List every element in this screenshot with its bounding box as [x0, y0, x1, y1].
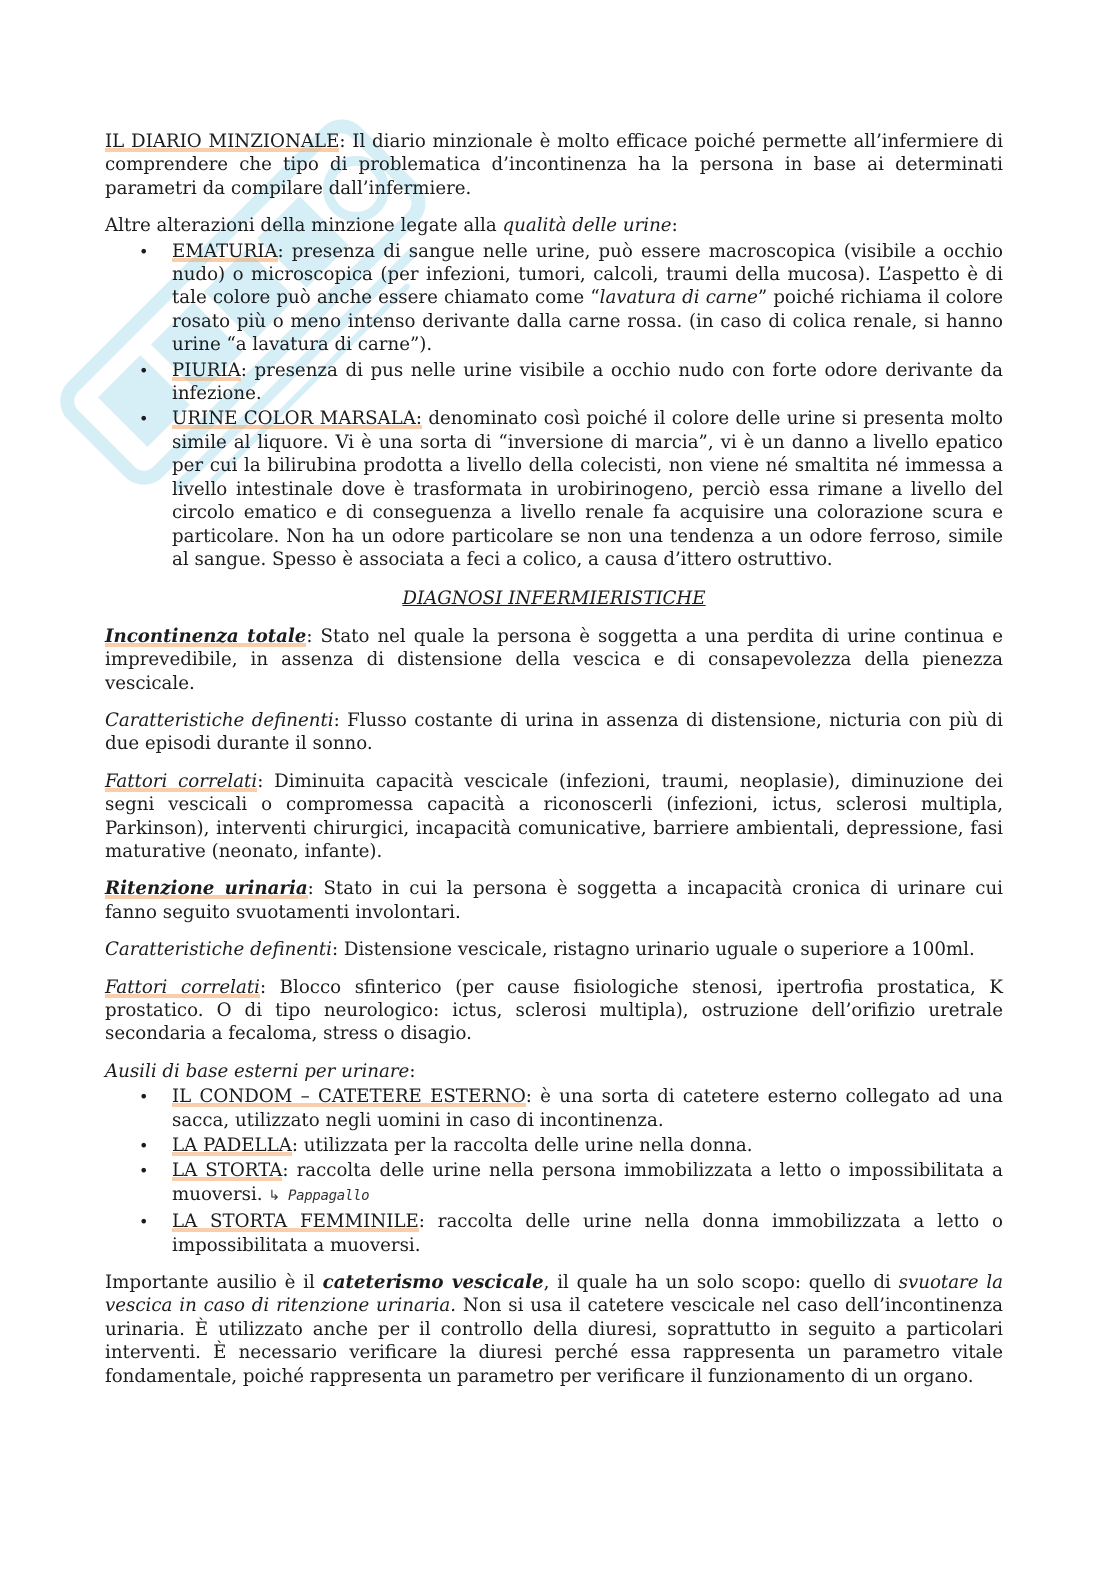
- qualita-intro: [105, 214, 1003, 237]
- diagnosi-heading: DIAGNOSI INFERMIERISTICHE: [402, 588, 706, 610]
- document-page: [105, 130, 1003, 1388]
- piuria-text: : presenza di pus nelle urine visibile a occhio nudo con forte odore derivante da infezione.: [172, 359, 1003, 405]
- incontinenza-caratteristiche: [105, 709, 1003, 756]
- cateterismo-rest: Non si usa il catetere vescicale nel caso dell’incontinenza urinaria. È utilizzato anche per il controllo della diuresi, soprattutto in seguito a particolari interventi. È necessario verificare la diuresi perché essa rappresenta un parametro vitale fondamentale, poiché rappresenta un parametro per verificare il funzionamento di un organo.: [105, 1295, 1004, 1387]
- cateterismo-scope: svuotare la vescica in caso di ritenzione urinaria.: [105, 1272, 1003, 1317]
- ritenzione-fat-text: : Blocco sfinterico (per cause fisiologiche stenosi, ipertrofia prostatica, K prostatico. O di tipo neurologico: ictus, sclerosi multipla), ostruzione dell’orifizio uretrale secondaria a fecaloma, stress o disagio.: [105, 976, 1003, 1045]
- cateterismo-mid: , il quale ha un solo scopo: quello di: [543, 1272, 899, 1294]
- incontinenza-car-label: Caratteristiche definenti: [105, 709, 334, 731]
- qualita-intro-end: :: [671, 215, 678, 237]
- incontinenza-fat-text: : Diminuita capacità vescicale (infezioni, traumi, neoplasie), diminuzione dei segni vescicali o compromessa capacità a riconoscerli (infezioni, ictus, sclerosi multipla, Parkinson), interventi chirurgici, incapacità comunicative, barriere ambientali, depressione, fasi maturative (neonato, infante).: [105, 770, 1003, 862]
- cateterismo-paragraph: [105, 1271, 1003, 1388]
- list-item-storta: [172, 1159, 1003, 1208]
- cateterismo-term: cateterismo vescicale: [322, 1272, 544, 1294]
- ausili-heading: Ausili di base esterni per urinare: [105, 1060, 410, 1082]
- ausili-item-label: IL CONDOM – CATETERE ESTERNO: [172, 1086, 526, 1108]
- ritenzione-paragraph: [105, 877, 1003, 924]
- qualita-list: [105, 240, 1003, 572]
- ematuria-label: EMATURIA: [172, 240, 278, 262]
- cateterismo-intro: Importante ausilio è il: [105, 1272, 323, 1294]
- ritenzione-fattori: [105, 976, 1003, 1046]
- incontinenza-fat-label: Fattori correlati: [105, 770, 258, 792]
- ematuria-text-a: : presenza di sangue nelle urine, può essere macroscopica (visibile a occhio nudo) o microscopica (per infezioni, tumori, calcoli, traumi della mucosa). L’aspetto è di tale colore può anche essere chiamato come “: [172, 240, 1003, 309]
- ausili-item-text: : raccolta delle urine nella donna immobilizzata a letto o impossibilitata a muoversi.: [172, 1211, 1003, 1256]
- ausili-item-label: LA PADELLA: [172, 1135, 292, 1157]
- incontinenza-fattori: [105, 770, 1003, 864]
- incontinenza-paragraph: [105, 625, 1003, 695]
- list-item-padella: [172, 1134, 1003, 1157]
- list-item-storta-femminile: [172, 1210, 1003, 1257]
- ausili-heading-end: :: [409, 1060, 416, 1082]
- diagnosi-heading-row: [105, 587, 1003, 610]
- list-item-piuria: [172, 359, 1003, 406]
- handwritten-note: [268, 1188, 369, 1204]
- ritenzione-term: Ritenzione urinaria: [105, 878, 308, 900]
- ritenzione-fat-label: Fattori correlati: [105, 976, 260, 998]
- list-item-marsala: [172, 407, 1003, 571]
- diario-text: : Il diario minzionale è molto efficace poiché permette all’infermiere di comprendere che tipo di problematica d’incontinenza ha la persona in base ai determinati parametri da compilare dall’infermiere.: [105, 131, 1004, 199]
- diario-paragraph: [105, 130, 1003, 200]
- marsala-label: URINE COLOR MARSALA:: [172, 408, 423, 430]
- ritenzione-car-label: Caratteristiche definenti: [105, 939, 332, 961]
- handwritten-arrow-icon: ↳: [268, 1187, 280, 1204]
- diario-title: IL DIARIO MINZIONALE: [105, 131, 340, 152]
- ematuria-text-italic: lavatura di carne: [599, 287, 758, 309]
- ritenzione-car-text: : Distensione vescicale, ristagno urinario uguale o superiore a 100ml.: [331, 939, 975, 961]
- ausili-item-text: : utilizzata per la raccolta delle urine nella donna.: [291, 1135, 753, 1157]
- piuria-label: PIURIA: [172, 359, 241, 381]
- incontinenza-term: Incontinenza totale: [105, 625, 307, 647]
- ausili-item-label: LA STORTA FEMMINILE: [172, 1211, 419, 1233]
- handwritten-note-text: Pappagallo: [287, 1187, 370, 1204]
- incontinenza-car-text: : Flusso costante di urina in assenza di distensione, nicturia con più di due episodi durante il sonno.: [105, 709, 1003, 755]
- list-item-condom: [172, 1085, 1003, 1132]
- ausili-item-text: : è una sorta di catetere esterno collegato ad una sacca, utilizzato negli uomini in caso di incontinenza.: [172, 1086, 1003, 1131]
- ausili-item-label: LA STORTA: [172, 1160, 283, 1182]
- ausili-list: [105, 1085, 1003, 1257]
- qualita-intro-italic: qualità delle urine: [502, 215, 672, 237]
- marsala-text: denominato così poiché il colore delle urine si presenta molto simile al liquore. Vi è una sorta di “inversione di marcia”, vi è un danno a livello epatico per cui la bilirubina prodotta a livello della colecisti, non viene né smaltita né immessa a livello intestinale dove è trasformata in urobirinogeno, perciò essa rimane a livello del circolo ematico e di conseguenza a livello renale fa acquisire una colorazione scura e particolare. Non ha un odore particolare se non una tendenza a un odore ferroso, simile al sangue. Spesso è associata a feci a colico, a causa d’ittero ostruttivo.: [172, 408, 1003, 570]
- ausili-item-text: : raccolta delle urine nella persona immobilizzata a letto o impossibilitata a muoversi.: [172, 1160, 1004, 1205]
- ritenzione-definition: : Stato in cui la persona è soggetta a incapacità cronica di urinare cui fanno seguito svuotamenti involontari.: [105, 878, 1004, 923]
- ematuria-text-b: ” poiché richiama il colore rosato più o meno intenso derivante dalla carne rossa. (in caso di colica renale, si hanno urine “a lavatura di carne”).: [172, 287, 1003, 356]
- incontinenza-definition: : Stato nel quale la persona è soggetta a una perdita di urine continua e imprevedibile, in assenza di distensione della vescica e di consapevolezza della pienezza vescicale.: [105, 625, 1003, 694]
- ritenzione-caratteristiche: [105, 938, 1003, 961]
- list-item-ematuria: [172, 240, 1003, 357]
- qualita-intro-text: Altre alterazioni della minzione legate alla: [105, 215, 503, 237]
- ausili-heading-row: [105, 1060, 1003, 1083]
